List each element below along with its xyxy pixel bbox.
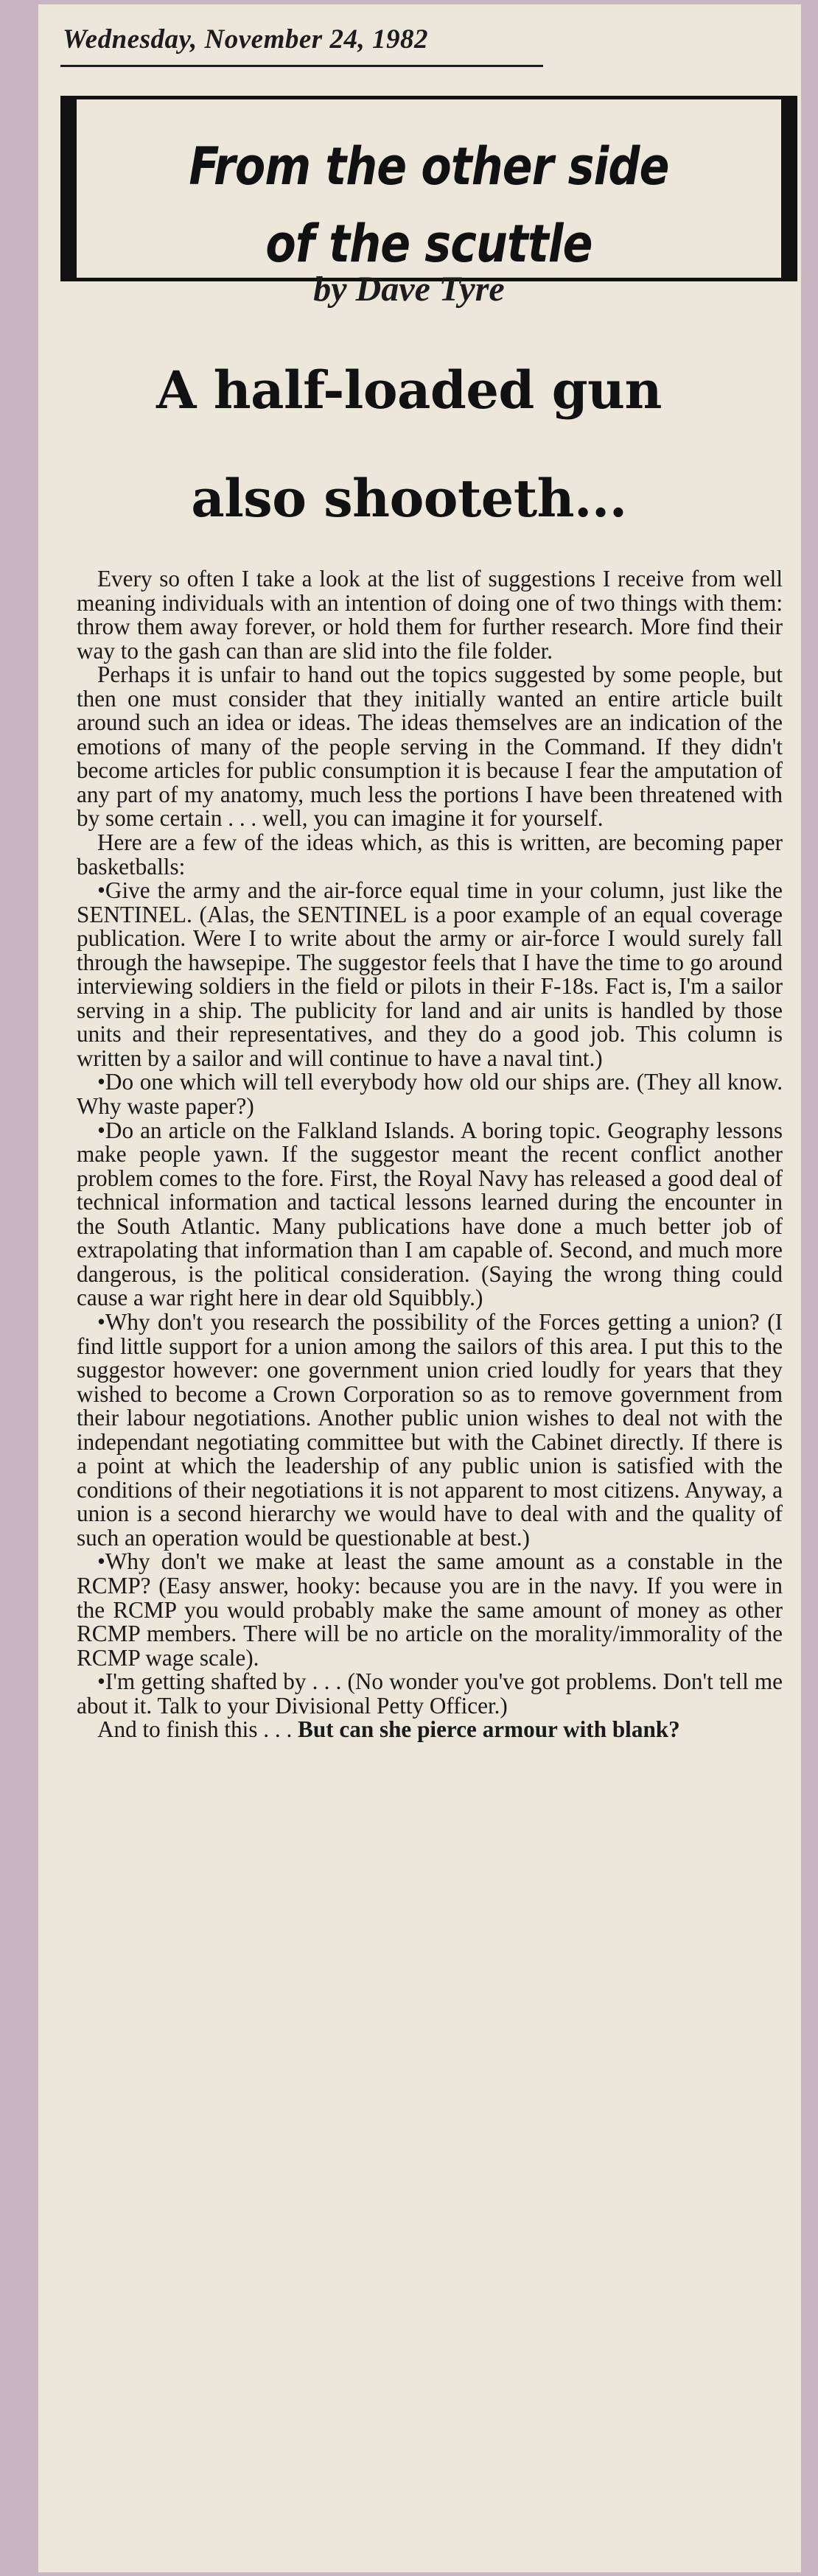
suggestion-item — [77, 879, 783, 1070]
closing-text: And to finish this . . . — [97, 1716, 298, 1743]
suggestion-text: I'm getting shafted by . . . (No wonder you've got problems. Don't tell me about it. Talk to your Divisional Petty Officer.) — [77, 1668, 783, 1719]
paragraph: Every so often I take a look at the list of suggestions I receive from well meaning individuals with an intention of doing one of two things with them: throw them away forever, or hold them for further research. More find their way to the gash can than are slid into the file folder. — [77, 566, 783, 664]
paragraph: Perhaps it is unfair to hand out the topics suggested by some people, but then one must consider that they initially wanted an entire article built around such an idea or ideas. The ideas themselves are an indication of the emotions of many of the people serving in the Command. If they didn't become articles for public consumption it is because I fear the amputation of any part of my anatomy, much less the portions I have been threatened with by some certain . . . well, you can imagine it for yourself. — [77, 661, 783, 832]
byline: by Dave Tyre — [313, 270, 505, 309]
suggestion-item — [77, 1310, 783, 1550]
headline-line-1: A half-loaded gun — [156, 359, 662, 421]
suggestion-text: Why don't you research the possibility of the Forces getting a union? (I find little support for a union among the sailors of this area. I put this to the suggestor however: one government union cried loudly for years that they wished to become a Crown Corporation so as to remove government from their labour negotiations. Another public union wishes to deal not with the independant negotiating committee but with the Cabinet directly. If there is a point at which the leadership of any public union is satisfied with the conditions of their negotiations it is not apparent to most citizens. Anyway, a union is a second hierarchy we would have to deal with and the quality of such an operation would be questionable at best.) — [77, 1308, 783, 1551]
column-title-line-1: From the other side — [189, 136, 669, 197]
column-title-line-2: of the scuttle — [265, 214, 592, 274]
column-banner — [60, 96, 797, 281]
date-underline — [60, 65, 543, 67]
suggestion-text: Do an article on the Falkland Islands. A boring topic. Geography lessons make people yawn. If the suggestor meant the recent conflict another problem comes to the fore. First, the Royal Navy has released a good deal of technical information and tactical lessons learned during the encounter in the South Atlantic. Many publications have done a much better job of extrapolating that information than I am capable of. Second, and much more dangerous, is the political consideration. (Saying the wrong thing could cause a war right here in dear old Squibbly.) — [77, 1117, 783, 1311]
suggestion-item — [77, 1070, 783, 1118]
suggestion-item — [77, 1550, 783, 1670]
closing-paragraph — [77, 1718, 783, 1742]
headline-line-2: also shooteth... — [191, 468, 627, 529]
paragraph: Here are a few of the ideas which, as this is written, are becoming paper basketballs: — [77, 829, 783, 880]
suggestion-text: Give the army and the air-force equal time in your column, just like the SENTINEL. (Alas, the SENTINEL is a poor example of an equal coverage publication. Were I to write about the army or air-force I would surely fall through the hawsepipe. The suggestor feels that I have the time to go around interviewing soldiers in the field or pilots in their F-18s. Fact is, I'm a sailor serving in a ship. The publicity for land and air units is handled by those units and their representatives, and they do a good job. This column is written by a sailor and will continue to have a naval tint.) — [77, 877, 783, 1071]
publication-date: Wednesday, November 24, 1982 — [63, 24, 428, 55]
suggestion-item — [77, 1670, 783, 1718]
suggestion-text: Do one which will tell everybody how old our ships are. (They all know. Why waste paper?) — [77, 1069, 783, 1120]
article-body — [77, 567, 783, 1742]
suggestion-text: Why don't we make at least the same amount as a constable in the RCMP? (Easy answer, hooky: because you are in the navy. If you were in the RCMP you would probably make the same amount of money as other RCMP members. There will be no article on the morality/immorality of the RCMP wage scale). — [77, 1548, 783, 1671]
suggestion-item — [77, 1119, 783, 1310]
closing-punchline: But can she pierce armour with blank? — [298, 1716, 680, 1743]
